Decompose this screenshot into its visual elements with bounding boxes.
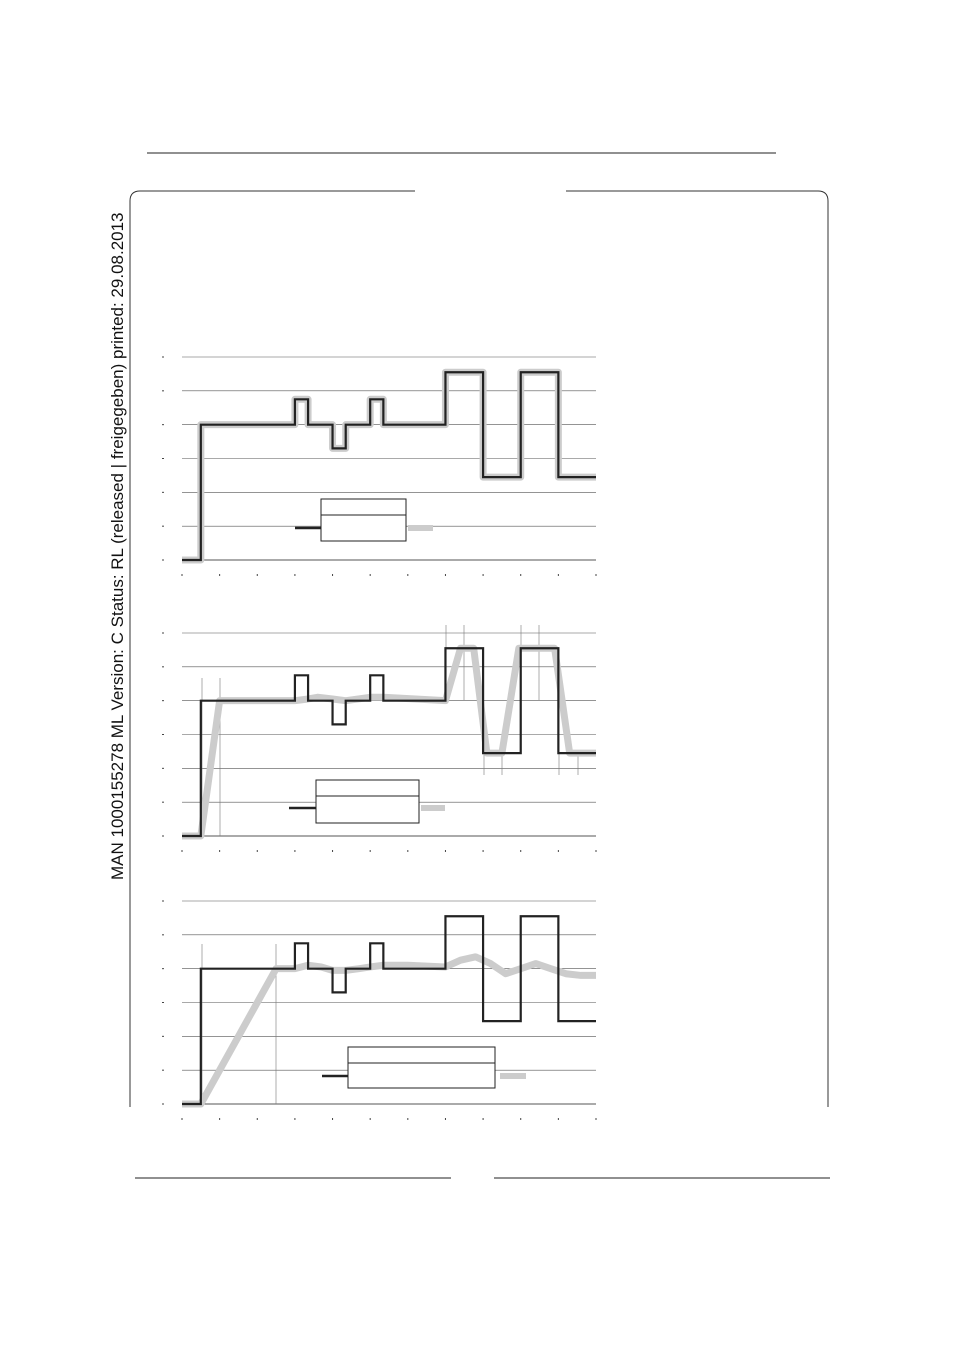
frame-right bbox=[566, 191, 828, 1107]
document-id-sidebar: MAN 1000155278 ML Version: C Status: RL (released | freigegeben) printed: 29.08.2013 bbox=[108, 212, 127, 880]
step-response-chart-1 bbox=[162, 357, 596, 576]
legend-box bbox=[316, 780, 419, 823]
legend-box bbox=[321, 499, 406, 541]
step-response-chart-3 bbox=[162, 901, 596, 1120]
step-response-chart-2 bbox=[162, 625, 596, 852]
legend-box bbox=[348, 1047, 495, 1088]
